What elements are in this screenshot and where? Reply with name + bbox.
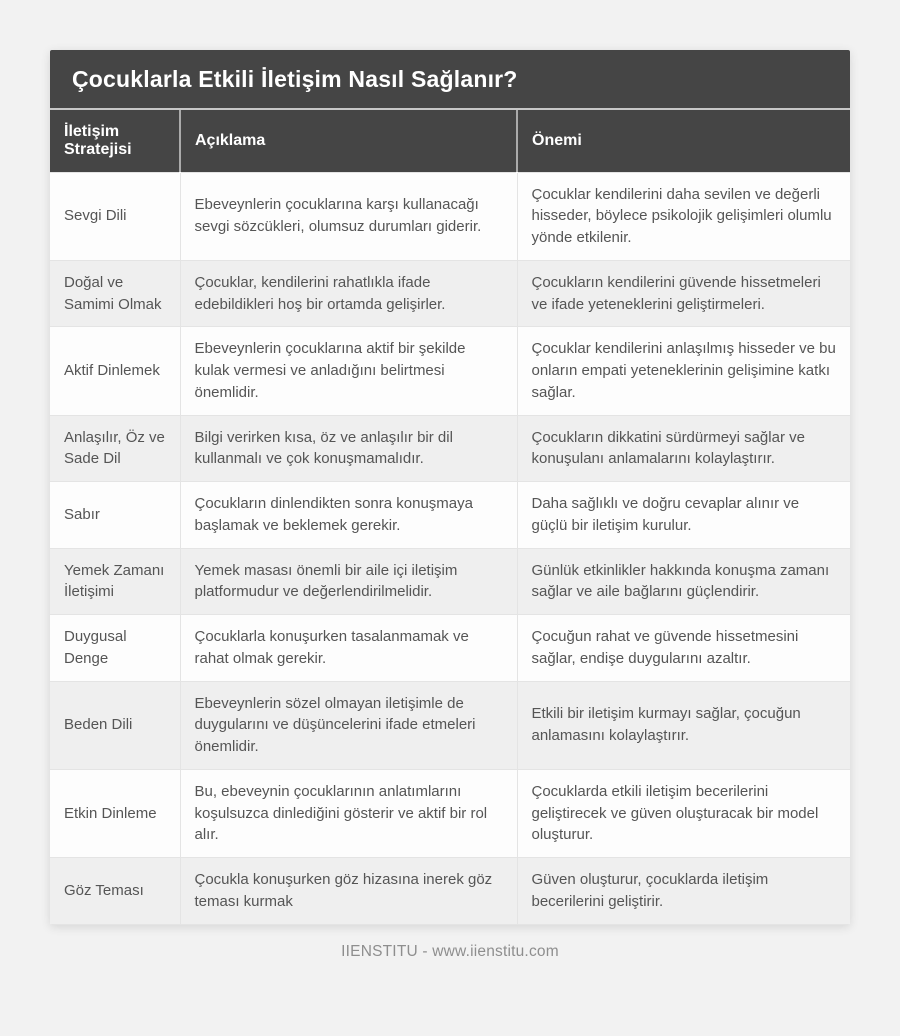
cell-description: Çocuklarla konuşurken tasalanmamak ve rahat olmak gerekir. [180, 615, 517, 682]
cell-importance: Etkili bir iletişim kurmayı sağlar, çocuğun anlamasını kolaylaştırır. [517, 681, 850, 769]
cell-importance: Çocuklarda etkili iletişim becerilerini geliştirecek ve güven oluşturacak bir model oluşturur. [517, 769, 850, 857]
cell-description: Bu, ebeveynin çocuklarının anlatımlarını koşulsuzca dinlediğini gösterir ve aktif bir rol alır. [180, 769, 517, 857]
cell-strategy: Etkin Dinleme [50, 769, 180, 857]
table-row [50, 260, 850, 327]
cell-importance: Güven oluşturur, çocuklarda iletişim becerilerini geliştirir. [517, 858, 850, 925]
cell-strategy: Sevgi Dili [50, 172, 180, 260]
table-row [50, 681, 850, 769]
cell-description: Ebeveynlerin çocuklarına aktif bir şekilde kulak vermesi ve anladığını belirtmesi önemlidir. [180, 327, 517, 415]
cell-importance: Çocukların kendilerini güvende hissetmeleri ve ifade yeteneklerini geliştirmeleri. [517, 260, 850, 327]
column-header-strategy: İletişim Stratejisi [50, 110, 180, 172]
column-header-description: Açıklama [180, 110, 517, 172]
cell-importance: Daha sağlıklı ve doğru cevaplar alınır ve güçlü bir iletişim kurulur. [517, 482, 850, 549]
cell-description: Çocukla konuşurken göz hizasına inerek göz teması kurmak [180, 858, 517, 925]
cell-description: Ebeveynlerin çocuklarına karşı kullanacağı sevgi sözcükleri, olumsuz durumları giderir. [180, 172, 517, 260]
table-row [50, 615, 850, 682]
cell-description: Çocuklar, kendilerini rahatlıkla ifade edebildikleri hoş bir ortamda gelişirler. [180, 260, 517, 327]
cell-importance: Çocuklar kendilerini daha sevilen ve değerli hisseder, böylece psikolojik gelişimleri olumlu yönde etkilenir. [517, 172, 850, 260]
table-row [50, 327, 850, 415]
table-row [50, 548, 850, 615]
table-row [50, 769, 850, 857]
cell-importance: Çocuklar kendilerini anlaşılmış hisseder ve bu onların empati yeteneklerinin gelişimine katkı sağlar. [517, 327, 850, 415]
cell-description: Yemek masası önemli bir aile içi iletişim platformudur ve değerlendirilmelidir. [180, 548, 517, 615]
cell-strategy: Duygusal Denge [50, 615, 180, 682]
cell-strategy: Beden Dili [50, 681, 180, 769]
cell-description: Çocukların dinlendikten sonra konuşmaya başlamak ve beklemek gerekir. [180, 482, 517, 549]
table-row [50, 482, 850, 549]
communication-strategies-table [50, 110, 850, 925]
cell-importance: Çocukların dikkatini sürdürmeyi sağlar ve konuşulanı anlamalarını kolaylaştırır. [517, 415, 850, 482]
cell-importance: Çocuğun rahat ve güvende hissetmesini sağlar, endişe duygularını azaltır. [517, 615, 850, 682]
table-row [50, 172, 850, 260]
cell-strategy: Doğal ve Samimi Olmak [50, 260, 180, 327]
table-row [50, 858, 850, 925]
footer-credit: IIENSTITU - www.iienstitu.com [341, 942, 559, 960]
cell-description: Ebeveynlerin sözel olmayan iletişimle de duygularını ve düşüncelerini ifade etmeleri önemlidir. [180, 681, 517, 769]
page-title: Çocuklarla Etkili İletişim Nasıl Sağlanır? [50, 50, 850, 110]
table-header-row [50, 110, 850, 172]
cell-strategy: Anlaşılır, Öz ve Sade Dil [50, 415, 180, 482]
column-header-importance: Önemi [517, 110, 850, 172]
cell-strategy: Sabır [50, 482, 180, 549]
cell-strategy: Yemek Zamanı İletişimi [50, 548, 180, 615]
table-card [50, 50, 850, 925]
table-row [50, 415, 850, 482]
cell-importance: Günlük etkinlikler hakkında konuşma zamanı sağlar ve aile bağlarını güçlendirir. [517, 548, 850, 615]
cell-strategy: Aktif Dinlemek [50, 327, 180, 415]
cell-strategy: Göz Teması [50, 858, 180, 925]
cell-description: Bilgi verirken kısa, öz ve anlaşılır bir dil kullanmalı ve çok konuşmamalıdır. [180, 415, 517, 482]
